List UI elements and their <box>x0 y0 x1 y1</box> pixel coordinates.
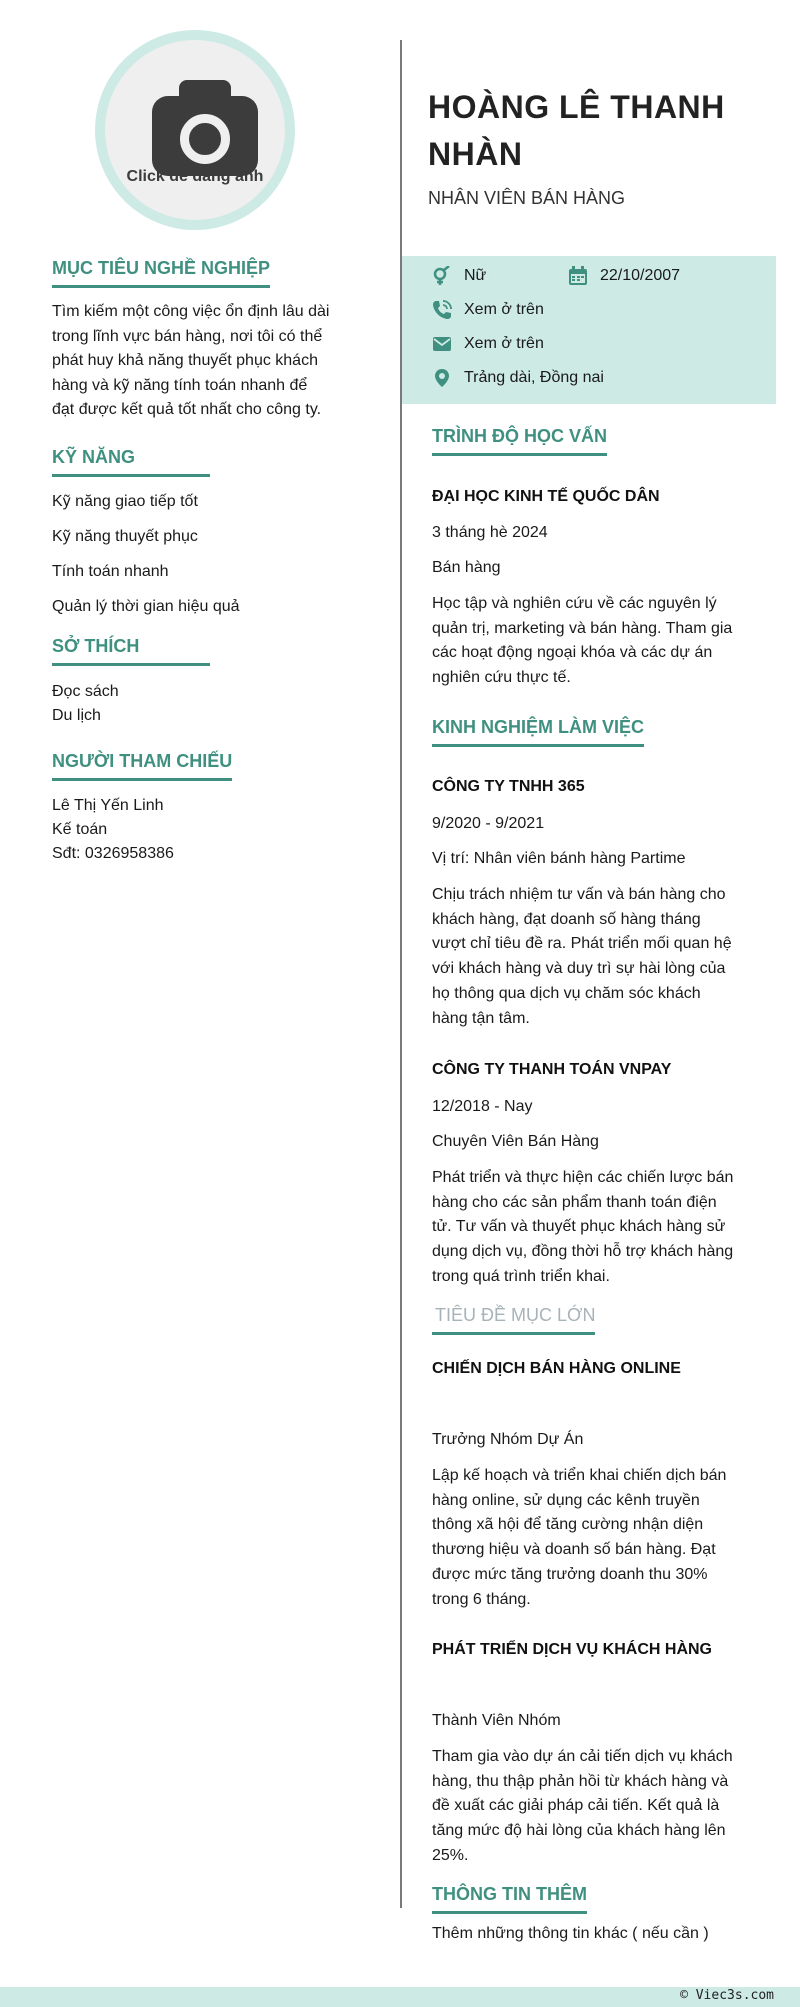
skills-title: KỸ NĂNG <box>52 447 210 477</box>
job-desc-line: họ thông qua dịch vụ chăm sóc khách <box>432 984 701 1002</box>
job-desc-line: với khách hàng và duy trì sự hài lòng của <box>432 960 726 978</box>
location-pin-icon <box>432 368 452 388</box>
objective-text <box>52 300 352 423</box>
project-description <box>432 1464 762 1612</box>
project-desc-line: tăng mức độ hài lòng của khách hàng lên <box>432 1822 726 1840</box>
reference-item: Lê Thị Yến Linh <box>52 797 164 814</box>
objective-title: MỤC TIÊU NGHỀ NGHIỆP <box>52 258 270 288</box>
projects-title[interactable]: TIÊU ĐỀ MỤC LỚN <box>432 1305 595 1335</box>
project-role: Trưởng Nhóm Dự Án <box>432 1431 584 1448</box>
job-description <box>432 883 762 1031</box>
job-description <box>432 1166 762 1290</box>
project-desc-line: thương hiệu và doanh số bán hàng. Đạt <box>432 1541 716 1559</box>
job-company: CÔNG TY THANH TOÁN VNPAY <box>432 1061 672 1078</box>
avatar-placeholder[interactable] <box>105 40 285 220</box>
job-time: 12/2018 - Nay <box>432 1098 533 1115</box>
contact-gender <box>432 266 486 286</box>
job-desc-line: Phát triển và thực hiện các chiến lược bán <box>432 1169 734 1186</box>
skill-item: Kỹ năng giao tiếp tốt <box>52 493 198 510</box>
education-school: ĐẠI HỌC KINH TẾ QUỐC DÂN <box>432 488 660 505</box>
job-time: 9/2020 - 9/2021 <box>432 815 545 832</box>
education-major: Bán hàng <box>432 559 501 576</box>
project-desc-line: Lập kế hoạch và triển khai chiến dịch bán <box>432 1467 727 1484</box>
phone-value: Xem ở trên <box>464 301 544 318</box>
objective-line: trong lĩnh vực bán hàng, nơi tôi có thể <box>52 327 323 345</box>
education-desc-line: quản trị, marketing và bán hàng. Tham gia <box>432 619 733 637</box>
job-desc-line: vượt chỉ tiêu đề ra. Phát triển mối quan hệ <box>432 935 732 953</box>
hobby-item: Du lịch <box>52 707 101 724</box>
education-desc-line: nghiên cứu thực tế. <box>432 669 571 687</box>
address-value: Trảng dài, Đồng nai <box>464 369 604 386</box>
project-role: Thành Viên Nhóm <box>432 1712 561 1729</box>
hobby-item: Đọc sách <box>52 683 119 700</box>
skill-item: Tính toán nhanh <box>52 563 169 580</box>
job-desc-line: trong quá trình triển khai. <box>432 1267 610 1285</box>
hobbies-title: SỞ THÍCH <box>52 636 210 666</box>
candidate-position: NHÂN VIÊN BÁN HÀNG <box>428 188 626 208</box>
skill-item: Kỹ năng thuyết phục <box>52 528 198 545</box>
avatar-upload[interactable] <box>95 30 295 230</box>
skill-item: Quản lý thời gian hiệu quả <box>52 598 240 615</box>
email-value: Xem ở trên <box>464 335 544 352</box>
objective-line: đạt được kết quả tốt nhất cho công ty. <box>52 401 322 418</box>
skills-list <box>52 490 240 630</box>
job-role: Vị trí: Nhân viên bánh hàng Partime <box>432 850 686 867</box>
contact-email <box>432 334 544 354</box>
candidate-name: HOÀNG LÊ THANH NHÀN <box>428 89 725 172</box>
project-desc-line: hàng, thu thập phản hồi từ khách hàng và <box>432 1772 729 1790</box>
objective-line: Tìm kiếm một công việc ổn định lâu dài <box>52 303 330 320</box>
project-desc-line: Tham gia vào dự án cải tiến dịch vụ khách <box>432 1748 733 1765</box>
email-icon <box>432 334 452 354</box>
references-list <box>52 794 174 866</box>
reference-item: Sđt: 0326958386 <box>52 845 174 862</box>
job-role: Chuyên Viên Bán Hàng <box>432 1133 599 1150</box>
education-desc-line: các hoạt động ngoại khóa và các dự án <box>432 644 713 662</box>
references-title: NGƯỜI THAM CHIẾU <box>52 751 232 781</box>
contact-address <box>432 368 604 388</box>
education-title: TRÌNH ĐỘ HỌC VẤN <box>432 426 607 456</box>
project-desc-line: được mức tăng trưởng doanh thu 30% <box>432 1565 708 1583</box>
project-desc-line: hàng online, sử dụng các kênh truyền <box>432 1491 700 1509</box>
avatar-caption: Click để đăng ảnh <box>126 168 264 185</box>
project-description <box>432 1745 762 1869</box>
additional-text: Thêm những thông tin khác ( nếu cần ) <box>432 1925 709 1942</box>
education-description <box>432 592 762 691</box>
job-desc-line: dụng dịch vụ, đồng thời hỗ trợ khách hàng <box>432 1243 734 1261</box>
education-desc-line: Học tập và nghiên cứu về các nguyên lý <box>432 595 717 612</box>
job-desc-line: khách hàng, đạt doanh số hàng tháng <box>432 910 701 928</box>
job-company: CÔNG TY TNHH 365 <box>432 778 585 795</box>
project-name: PHÁT TRIỂN DỊCH VỤ KHÁCH HÀNG <box>432 1641 712 1658</box>
experience-title: KINH NGHIỆM LÀM VIỆC <box>432 717 644 747</box>
gender-value: Nữ <box>464 267 487 284</box>
footer-watermark: © Viec3s.com <box>680 1988 774 2003</box>
additional-title: THÔNG TIN THÊM <box>432 1884 587 1914</box>
project-desc-line: 25%. <box>432 1846 469 1864</box>
job-desc-line: Chịu trách nhiệm tư vấn và bán hàng cho <box>432 886 726 903</box>
gender-icon <box>432 266 452 286</box>
project-desc-line: đề xuất các giải pháp cải tiến. Kết quả là <box>432 1797 720 1815</box>
project-desc-line: thông xã hội để tăng cường nhận diện <box>432 1516 704 1534</box>
contact-box <box>402 256 776 404</box>
reference-item: Kế toán <box>52 821 108 838</box>
job-desc-line: hàng tận tâm. <box>432 1009 530 1027</box>
contact-phone <box>432 300 544 320</box>
education-time: 3 tháng hè 2024 <box>432 524 548 541</box>
hobbies-list <box>52 680 119 728</box>
job-desc-line: hàng cho các sản phẩm thanh toán điện <box>432 1193 717 1211</box>
project-name: CHIẾN DỊCH BÁN HÀNG ONLINE <box>432 1360 681 1377</box>
objective-line: hàng và kỹ năng tính toán nhanh để <box>52 376 308 394</box>
camera-lens-icon <box>180 114 230 164</box>
phone-icon <box>432 300 452 320</box>
birthday-value: 22/10/2007 <box>600 267 681 284</box>
contact-birthday <box>568 266 680 286</box>
job-desc-line: tử. Tư vấn và thuyết phục khách hàng sử <box>432 1218 726 1236</box>
project-desc-line: trong 6 tháng. <box>432 1590 531 1608</box>
objective-line: phát huy khả năng thuyết phục khách <box>52 352 318 369</box>
calendar-icon <box>568 266 588 286</box>
